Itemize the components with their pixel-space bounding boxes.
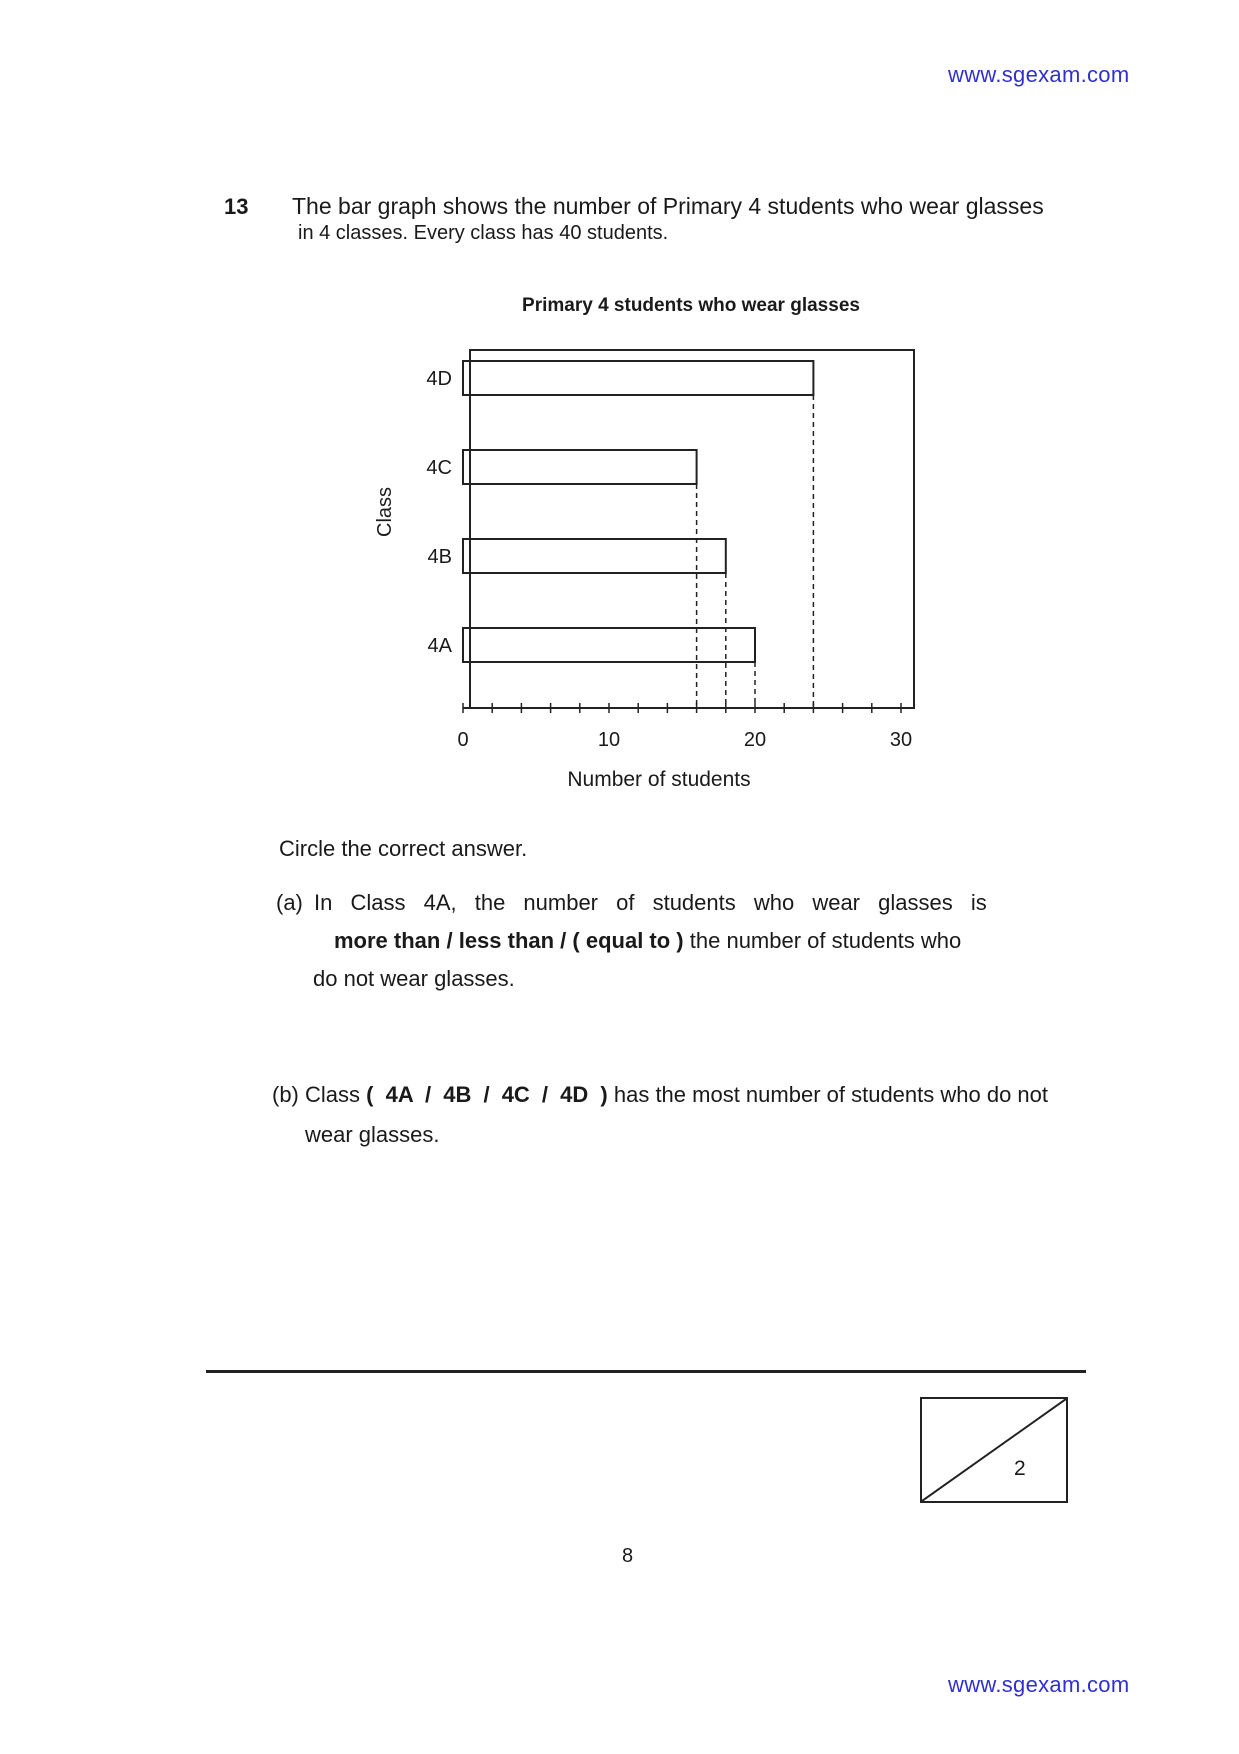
part-b-text1: Class <box>305 1082 361 1107</box>
question-stem-line2: in 4 classes. Every class has 40 students. <box>298 222 669 244</box>
y-axis-label: Class <box>374 486 396 538</box>
part-b-text2: has the most number of students who do not <box>613 1082 1049 1107</box>
option-equal-to[interactable]: ( equal to ) <box>572 928 684 953</box>
part-a-label: (a) <box>276 890 303 915</box>
bar-4A <box>463 628 755 662</box>
part-b-label: (b) <box>272 1082 299 1107</box>
question-stem-line1: The bar graph shows the number of Primary 4 students who wear glasses <box>292 193 1044 219</box>
part-b-options[interactable]: ( 4A / 4B / 4C / 4D ) <box>366 1082 608 1107</box>
x-tick-label: 0 <box>457 729 469 751</box>
marks-diagonal <box>922 1399 1066 1501</box>
marks-box <box>920 1397 1068 1503</box>
part-b-text3: wear glasses. <box>305 1122 440 1147</box>
x-tick-label: 30 <box>889 729 913 751</box>
part-b-line1 <box>272 1082 1048 1108</box>
option-more-than[interactable]: more than / <box>334 928 453 953</box>
bar-4C <box>463 450 697 484</box>
category-label-4B: 4B <box>427 546 452 568</box>
marks-value: 2 <box>1014 1457 1026 1480</box>
category-label-4A: 4A <box>427 635 452 657</box>
chart-frame <box>470 350 914 708</box>
category-label-4D: 4D <box>426 368 452 390</box>
website-footer-link[interactable]: www.sgexam.com <box>948 1672 1130 1697</box>
part-a-text3: do not wear glasses. <box>313 966 515 991</box>
part-a-text2: the number of students who <box>689 928 962 953</box>
question-number: 13 <box>224 194 249 219</box>
page-number: 8 <box>622 1545 634 1567</box>
bars-layer <box>426 361 813 708</box>
option-less-than[interactable]: less than / <box>458 928 567 953</box>
bar-chart <box>0 0 1239 800</box>
chart-title: Primary 4 students who wear glasses <box>522 295 860 316</box>
website-header-link[interactable]: www.sgexam.com <box>948 62 1130 87</box>
x-tick-label: 20 <box>743 729 767 751</box>
section-divider <box>206 1370 1086 1373</box>
bar-4D <box>463 361 813 395</box>
part-a-text1: In Class 4A, the number of students who wear glasses is <box>314 890 987 915</box>
instruction-text: Circle the correct answer. <box>279 836 528 861</box>
category-label-4C: 4C <box>426 457 452 479</box>
x-tick-label: 10 <box>597 729 621 751</box>
x-axis-label: Number of students <box>567 768 751 791</box>
ticks-layer <box>457 703 912 751</box>
part-a-line2 <box>334 928 961 954</box>
bar-4B <box>463 539 726 573</box>
